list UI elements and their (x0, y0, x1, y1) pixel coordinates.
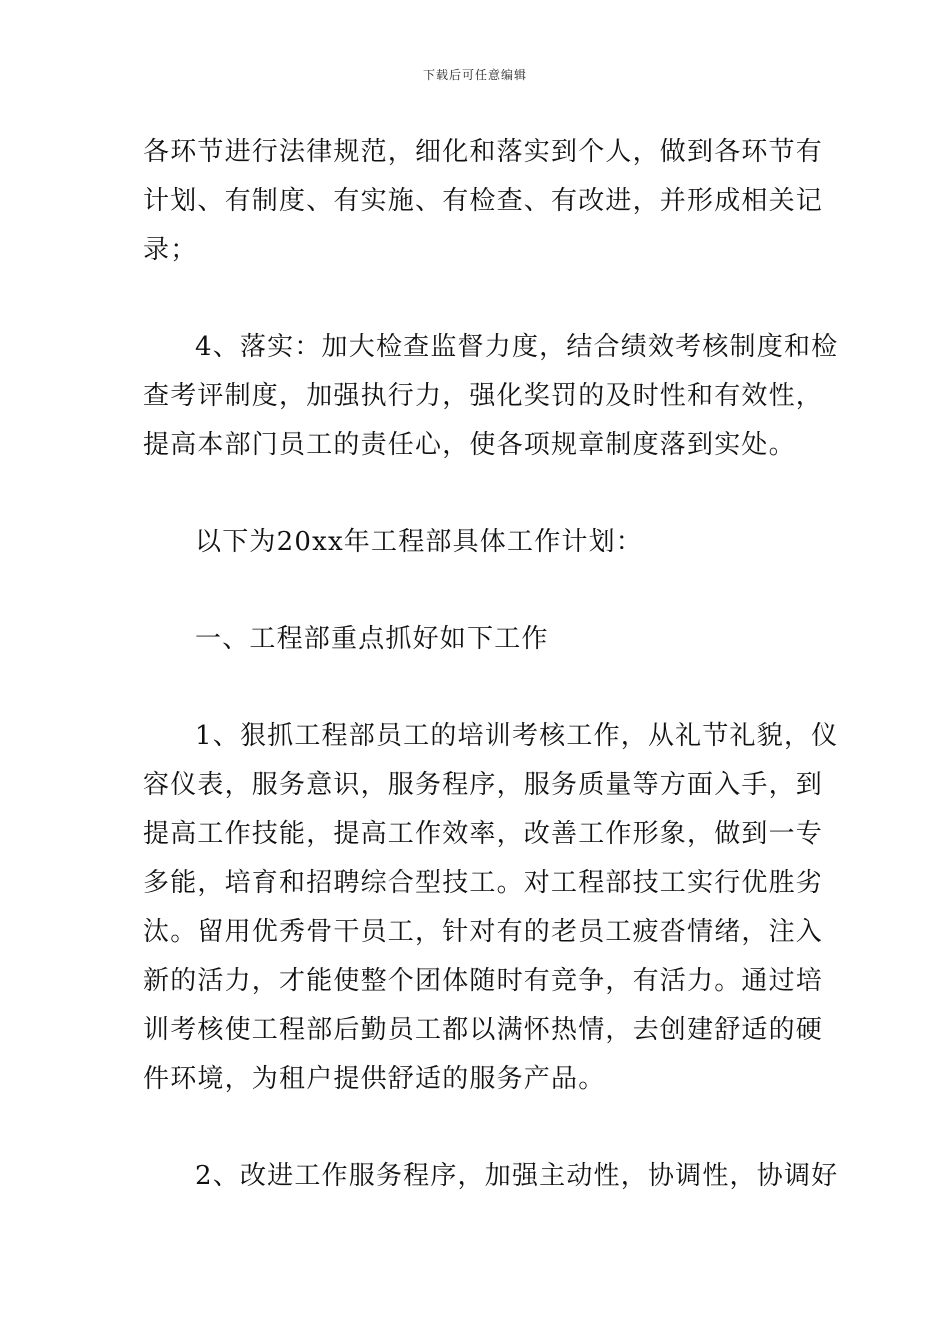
text-line: 查考评制度，加强执行力，强化奖罚的及时性和有效性， (143, 381, 824, 411)
text-line: 计划、有制度、有实施、有检查、有改进，并形成相关记 (143, 186, 824, 216)
text-line: 件环境，为租户提供舒适的服务产品。 (143, 1064, 606, 1094)
document-body (143, 128, 839, 1201)
text-line: 提高本部门员工的责任心，使各项规章制度落到实处。 (143, 430, 796, 460)
text-line: 训考核使工程部后勤员工都以满怀热情，去创建舒适的硬 (143, 1015, 824, 1045)
paragraph (143, 615, 808, 664)
text-line: 以下为20xx年工程部具体工作计划： (195, 527, 644, 557)
paragraph-gap (143, 275, 808, 323)
paragraph (143, 128, 824, 275)
text-line: 多能，培育和招聘综合型技工。对工程部技工实行优胜劣 (143, 868, 824, 898)
paragraph-gap (143, 664, 808, 712)
paragraph (143, 1152, 839, 1201)
text-line: 1、狠抓工程部员工的培训考核工作，从礼节礼貌，仪 (195, 721, 839, 751)
text-line: 汰。留用优秀骨干员工，针对有的老员工疲沓情绪，注入 (143, 917, 824, 947)
text-line: 容仪表，服务意识，服务程序，服务质量等方面入手，到 (143, 770, 824, 800)
text-line: 各环节进行法律规范，细化和落实到个人，做到各环节有 (143, 137, 824, 167)
paragraph (143, 323, 839, 470)
text-line: 录； (143, 235, 198, 265)
text-line: 2、改进工作服务程序，加强主动性，协调性，协调好 (195, 1161, 839, 1191)
paragraph-gap (143, 567, 808, 615)
paragraph (143, 518, 808, 567)
text-line: 新的活力，才能使整个团体随时有竞争，有活力。通过培 (143, 966, 824, 996)
paragraph-gap (143, 470, 808, 518)
text-line: 一、工程部重点抓好如下工作 (195, 624, 549, 654)
paragraph-gap (143, 1104, 808, 1152)
header-note: 下载后可任意编辑 (422, 68, 527, 82)
text-line: 提高工作技能，提高工作效率，改善工作形象，做到一专 (143, 819, 824, 849)
paragraph (143, 712, 839, 1104)
text-line: 4、落实：加大检查监督力度，结合绩效考核制度和检 (195, 332, 839, 362)
